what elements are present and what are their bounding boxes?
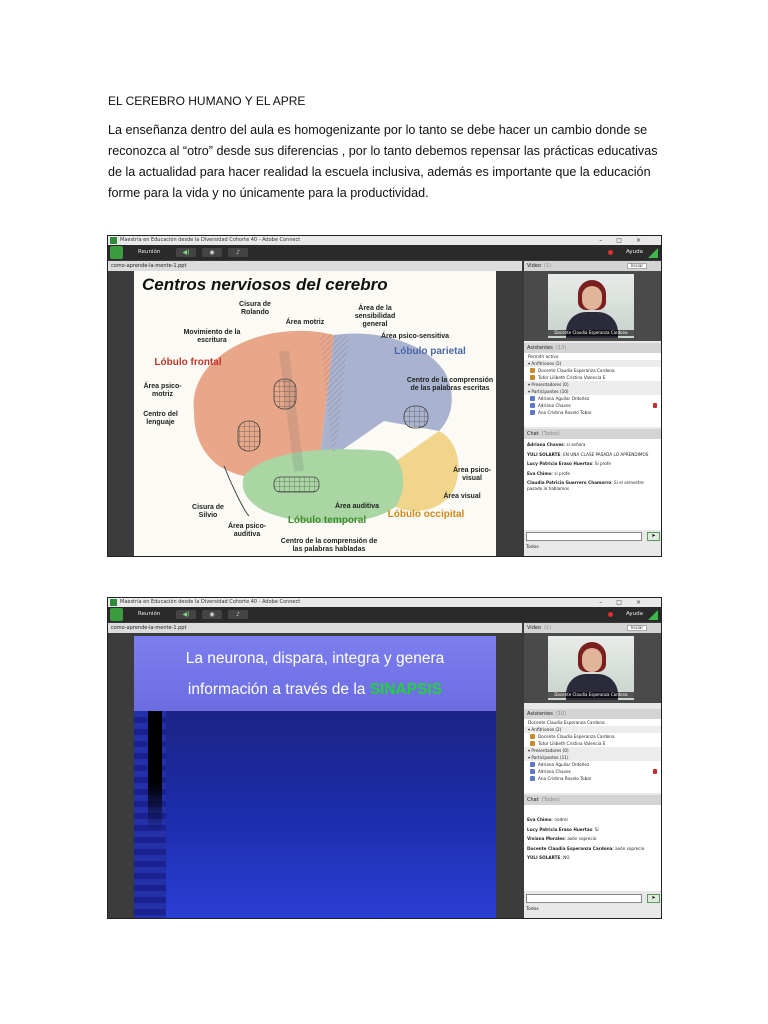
attendees-count: (10) — [555, 711, 567, 717]
microphone-icon — [653, 403, 657, 408]
chat-text: Si — [594, 826, 599, 832]
list-item-label: Tutor Lilibeth Cristina Valencia E — [538, 375, 606, 380]
microphone-icon[interactable]: ♪ — [228, 610, 248, 619]
list-item-label: Docente Claudia Esperanza Cardona — [538, 734, 615, 739]
label-rolando: Cisura de Rolando — [239, 301, 271, 316]
chat-audience[interactable]: Todos — [526, 545, 539, 550]
chat-text: nodrel — [554, 817, 568, 822]
adobe-connect-screenshot-1 — [107, 235, 662, 557]
share-pod-header: como-aprende-la-mente-1.ppt — [108, 623, 522, 633]
attendee-group[interactable] — [524, 747, 662, 754]
list-item-label: Ana Cristina Rovelo Tobar — [538, 410, 592, 415]
list-item-label: Docente Claudia Esperanza Cardona — [538, 368, 615, 373]
attendee-group[interactable] — [524, 360, 662, 367]
list-item[interactable] — [524, 353, 662, 360]
list-item[interactable] — [524, 761, 662, 768]
slide-line-1: La neurona, dispara, integra y genera — [185, 650, 445, 667]
chat-message: Lucy Patricia Eraso Huertas: Si — [527, 826, 599, 832]
person-icon — [530, 368, 535, 373]
person-icon — [530, 403, 535, 408]
right-panel — [524, 623, 662, 919]
webcam-name: Docente Claudia Esperanza Cardona — [548, 330, 634, 336]
chat-audience[interactable]: Todos — [526, 907, 539, 912]
chat-author: YULI SOLARTE — [527, 451, 561, 457]
video-pod-header — [524, 261, 662, 271]
chat-author: Viviana Morales — [527, 836, 565, 841]
chat-author: Lucy Patricia Eraso Huertas — [527, 826, 593, 832]
person-icon — [530, 410, 535, 415]
list-item-label: Adriana Aguilar Ordoñez — [538, 762, 590, 767]
video-count: (1) — [544, 625, 552, 631]
list-item-label: ▾ Anfitriones (2) — [528, 727, 562, 732]
menubar — [108, 607, 661, 622]
send-icon[interactable]: ➤ — [647, 532, 660, 541]
webcam-feed — [548, 636, 634, 700]
attendees-list[interactable] — [524, 719, 662, 793]
person-icon — [530, 375, 535, 380]
chat-scope: (Todos) — [541, 797, 560, 803]
video-pod — [524, 633, 662, 703]
slide-brain — [134, 271, 496, 557]
list-item-label: Ana Cristina Rovelo Tobar — [538, 776, 592, 781]
window-titlebar — [108, 598, 661, 607]
list-item[interactable] — [524, 775, 662, 782]
chat-input[interactable] — [526, 894, 642, 903]
label-frontal: Lóbulo frontal — [154, 357, 222, 368]
list-item-label: Adriana Aguilar Ordoñez — [538, 396, 590, 401]
list-item[interactable] — [524, 719, 662, 726]
chat-author: Lucy Patricia Eraso Huertas — [527, 461, 593, 466]
window-titlebar — [108, 236, 661, 245]
chat-input[interactable] — [526, 532, 642, 541]
chat-message: Lucy Patricia Eraso Huertas: Si profe — [527, 461, 611, 466]
chat-message: Eva Chimo: nodrel — [527, 817, 568, 822]
label-psico-motriz: Área psico-motriz — [143, 383, 182, 398]
right-panel — [524, 261, 662, 557]
label-visual: Área visual — [443, 493, 481, 500]
chat-author: YULI SOLARTE — [527, 855, 561, 860]
record-icon — [608, 612, 613, 617]
attendees-list[interactable] — [524, 353, 662, 427]
chat-text: si señora — [566, 442, 586, 447]
label-parietal: Lóbulo parietal — [394, 346, 466, 357]
list-item-label: ▾ Presentadores (0) — [528, 382, 569, 387]
app-logo-icon — [110, 246, 123, 259]
chat-message: Eva Chimo: si profe — [527, 470, 570, 476]
slide-synapse — [134, 636, 496, 919]
list-item-label: Adriana Chaves — [538, 403, 571, 408]
chat-text: axón soprecio — [615, 845, 645, 851]
chat-message: Docente Claudia Esperanza Cardona: axón soprecio — [527, 845, 645, 851]
attendees-title: Asistentes — [527, 711, 553, 717]
chat-message: Adriana Chaves: si señora — [527, 442, 586, 447]
list-item[interactable] — [524, 374, 662, 381]
video-pod-header — [524, 623, 662, 633]
list-item-label: Docente Claudia Esperanza Cardona — [528, 720, 605, 725]
label-psico-auditiva: Área psico-auditiva — [227, 523, 267, 538]
chat-text: Si el semestre pasado lo hablamos — [527, 480, 644, 491]
person-icon — [530, 762, 535, 767]
window-title: Maestría en Educación desde la Diversidad Cohorte 40 - Adobe Connect — [120, 237, 301, 243]
share-pod — [108, 271, 522, 557]
person-icon — [530, 734, 535, 739]
webcam-name: Docente Claudia Esperanza Cardona — [548, 692, 634, 698]
video-pod-title: Video — [527, 263, 542, 269]
list-item[interactable] — [524, 395, 662, 402]
chat-title: Chat — [527, 797, 539, 803]
help-menu[interactable]: Ayuda — [626, 249, 643, 255]
microphone-icon — [653, 769, 657, 774]
list-item-label: ▾ Presentadores (0) — [528, 748, 569, 753]
person-icon — [530, 769, 535, 774]
person-icon — [530, 396, 535, 401]
attendees-header — [524, 709, 662, 719]
label-sensibilidad: Área de la sensibilidad general — [354, 305, 396, 328]
label-lenguaje: Centro del lenguaje — [143, 411, 178, 426]
attendee-group[interactable] — [524, 388, 662, 395]
person-icon — [530, 741, 535, 746]
chat-message: YULI SOLARTE: EN UNA CLASE PASADA LO APRENDIMOS — [527, 451, 649, 457]
start-video-button[interactable]: Iniciar — [627, 625, 647, 631]
signal-icon — [648, 248, 658, 258]
share-pod-header: como-aprende-la-mente-1.ppt — [108, 261, 522, 271]
chat-log — [524, 805, 662, 891]
chat-text: NO — [563, 855, 570, 860]
slide-title: Centros nerviosos del cerebro — [142, 275, 388, 294]
menubar — [108, 245, 661, 260]
chat-author: Claudia Patricia Guerrero Chamorro — [527, 480, 612, 485]
help-menu[interactable]: Ayuda — [626, 611, 643, 617]
app-logo-icon — [110, 608, 123, 621]
adobe-connect-screenshot-2 — [107, 597, 662, 919]
label-temporal: Lóbulo temporal — [287, 515, 367, 526]
label-psico-visual: Área psico-visual — [452, 467, 492, 482]
label-comprension-habladas: Centro de la comprensión de las palabras habladas — [280, 538, 378, 553]
chat-text: si profe — [554, 470, 570, 476]
chat-text: EN UNA CLASE PASADA LO APRENDIMOS — [563, 451, 649, 457]
app-logo-icon — [110, 237, 117, 244]
chat-author: Adriana Chaves — [527, 442, 564, 447]
list-item-label: Tutor Lilibeth Cristina Valencia E — [538, 741, 606, 746]
video-pod-title: Video — [527, 625, 542, 631]
list-item-label: Permitir activo — [528, 354, 559, 359]
speaker-icon[interactable]: ◀) — [176, 248, 196, 257]
label-silvio: Cisura de Silvio — [192, 504, 224, 519]
document-title: EL CEREBRO HUMANO Y EL APRE — [108, 94, 306, 108]
start-video-button[interactable]: Iniciar — [627, 263, 647, 269]
slide-line-2 — [134, 681, 496, 699]
window-title: Maestría en Educación desde la Diversidad Cohorte 40 - Adobe Connect — [120, 599, 301, 605]
webcam-feed — [548, 274, 634, 338]
chat-message: Viviana Morales: axón soprecio — [527, 836, 597, 841]
list-item[interactable] — [524, 367, 662, 374]
label-escritura: Movimiento de la escritura — [183, 329, 241, 344]
video-count: (1) — [544, 263, 552, 269]
list-item[interactable] — [524, 409, 662, 416]
chat-title: Chat — [527, 431, 539, 437]
attendees-header — [524, 343, 662, 353]
list-item-label: ▾ Anfitriones (2) — [528, 361, 562, 366]
chat-header — [524, 795, 662, 805]
attendee-group[interactable] — [524, 381, 662, 388]
label-psico-sensitiva: Área psico-sensitiva — [380, 333, 450, 340]
window-controls[interactable]: –□× — [599, 237, 655, 244]
chat-message: YULI SOLARTE: NO — [527, 855, 570, 860]
meeting-menu[interactable]: Reunión — [138, 249, 161, 255]
chat-text: axón soprecio — [567, 836, 597, 841]
chat-author: Eva Chimo — [527, 817, 552, 822]
webcam-icon[interactable]: ◉ — [202, 248, 222, 257]
chat-scope: (Todos) — [541, 431, 560, 437]
list-item[interactable] — [524, 733, 662, 740]
slide-banner — [134, 636, 496, 711]
video-pod — [524, 271, 662, 341]
person-icon — [530, 776, 535, 781]
record-icon — [608, 250, 613, 255]
slide-shadow — [148, 711, 162, 831]
webcam-icon[interactable]: ◉ — [202, 610, 222, 619]
slide-keyword: SINAPSIS — [369, 681, 443, 698]
list-item[interactable] — [524, 740, 662, 747]
meeting-menu[interactable]: Reunión — [138, 611, 161, 617]
share-pod — [108, 633, 522, 919]
attendees-count: (13) — [555, 345, 567, 351]
window-controls[interactable]: –□× — [599, 599, 655, 606]
attendees-title: Asistentes — [527, 345, 553, 351]
chat-author: Eva Chimo — [527, 470, 552, 476]
speaker-icon[interactable]: ◀) — [176, 610, 196, 619]
label-occipital: Lóbulo occipital — [387, 509, 465, 520]
list-item-label: ▾ Participantes (11) — [528, 755, 569, 760]
attendee-group[interactable] — [524, 754, 662, 761]
label-comprension-escritas: Centro de la comprensión de las palabras escritas — [406, 377, 494, 392]
chat-header — [524, 429, 662, 439]
chat-log — [524, 439, 662, 530]
chat-author: Docente Claudia Esperanza Cardona — [527, 845, 613, 851]
list-item-label: ▾ Participantes (10) — [528, 389, 569, 394]
slide-line-2-prefix: información a través de la — [187, 681, 366, 698]
document-paragraph: La enseñanza dentro del aula es homogenizante por lo tanto se debe hacer un cambio donde se reconozca al “otro” desde sus diferencias , por lo tanto debemos repensar las prácticas educativas de la actualidad para hacer realidad la escuela inclusiva, además es importante que la educación forme para la vida y no únicamente para la productividad. — [108, 123, 658, 200]
chat-text: Si profe — [594, 461, 611, 466]
signal-icon — [648, 610, 658, 620]
label-auditiva: Área auditiva — [335, 503, 379, 510]
microphone-icon[interactable]: ♪ — [228, 248, 248, 257]
attendee-group[interactable] — [524, 726, 662, 733]
chat-message: Claudia Patricia Guerrero Chamorro: Si el semestre pasado lo hablamos — [527, 480, 644, 491]
list-item[interactable] — [524, 768, 662, 775]
list-item[interactable] — [524, 402, 662, 409]
label-motriz: Área motriz — [285, 319, 325, 326]
app-logo-icon — [110, 599, 117, 606]
list-item-label: Adriana Chaves — [538, 769, 571, 774]
send-icon[interactable]: ➤ — [647, 894, 660, 903]
